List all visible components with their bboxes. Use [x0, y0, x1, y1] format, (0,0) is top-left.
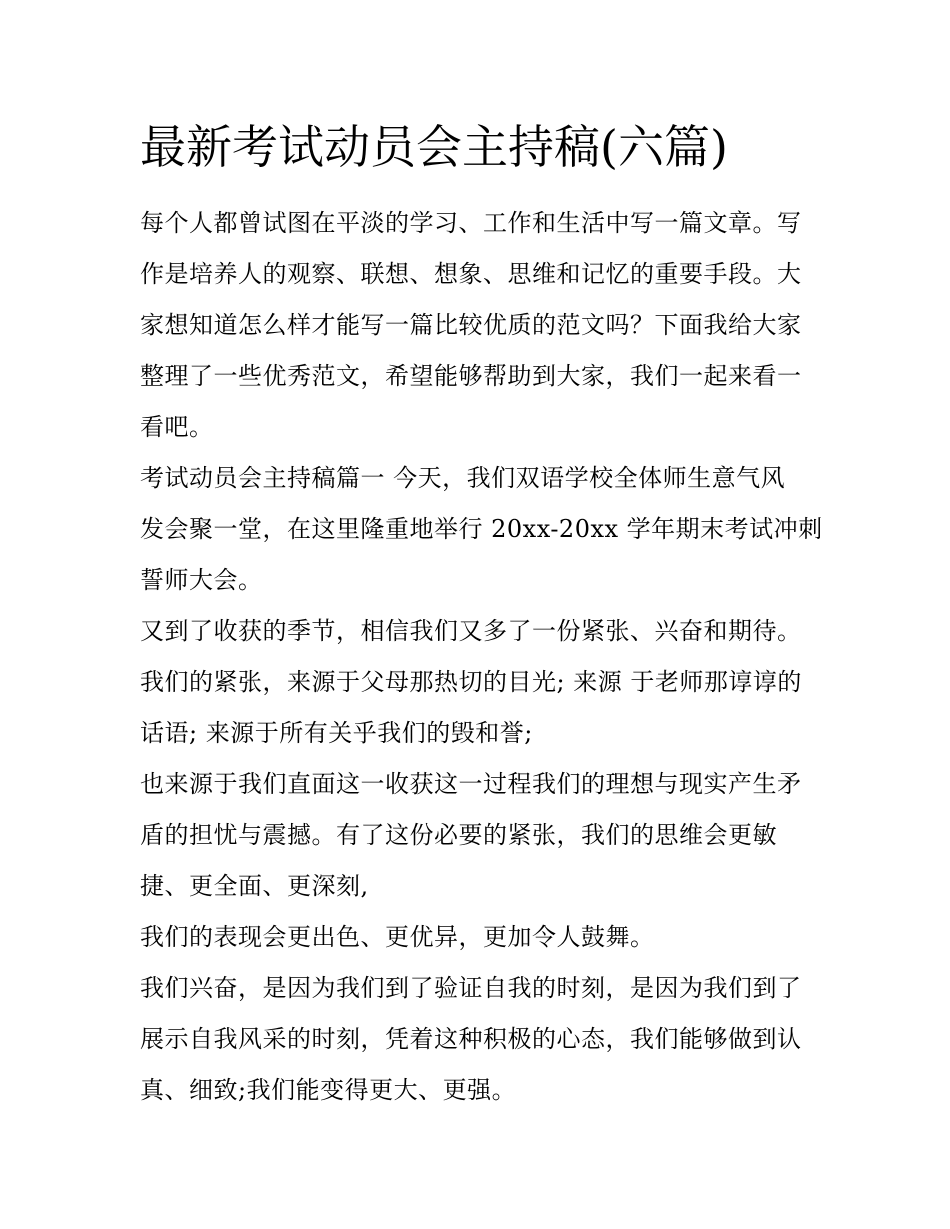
text-line: 作是培养人的观察、联想、想象、思维和记忆的重要手段。大 — [140, 260, 802, 288]
text-line: 我们兴奋，是因为我们到了验证自我的时刻，是因为我们到了 — [140, 974, 802, 1002]
text-line: 发会聚一堂，在这里隆重地举行 20xx-20xx 学年期末考试冲刺 — [140, 515, 823, 543]
text-line: 我们的表现会更出色、更优异，更加令人鼓舞。 — [140, 923, 655, 951]
text-line: 家想知道怎么样才能写一篇比较优质的范文吗？下面我给大家 — [140, 311, 802, 339]
text-line: 又到了收获的季节，相信我们又多了一份紧张、兴奋和期待。 — [140, 617, 802, 645]
text-line: 每个人都曾试图在平淡的学习、工作和生活中写一篇文章。写 — [140, 209, 802, 237]
text-line: 真、细致;我们能变得更大、更强。 — [140, 1076, 517, 1104]
text-line: 话语; 来源于所有关乎我们的毁和誉; — [140, 719, 533, 747]
document-body — [140, 110, 823, 1116]
text-line: 整理了一些优秀范文，希望能够帮助到大家，我们一起来看一 — [140, 362, 802, 390]
text-line: 也来源于我们直面这一收获这一过程我们的理想与现实产生矛 — [140, 770, 802, 798]
text-line: 展示自我风采的时刻，凭着这种积极的心态，我们能够做到认 — [140, 1025, 802, 1053]
text-line: 我们的紧张，来源于父母那热切的目光; 来源 于老师那谆谆的 — [140, 668, 802, 696]
text-line: 誓师大会。 — [140, 566, 263, 594]
text-line: 考试动员会主持稿篇一 今天，我们双语学校全体师生意气风 — [140, 464, 786, 492]
text-line: 捷、更全面、更深刻, — [140, 872, 369, 900]
page-title: 最新考试动员会主持稿(六篇) — [140, 120, 728, 174]
text-line: 看吧。 — [140, 413, 214, 441]
text-line: 盾的担忧与震撼。有了这份必要的紧张，我们的思维会更敏 — [140, 821, 777, 849]
